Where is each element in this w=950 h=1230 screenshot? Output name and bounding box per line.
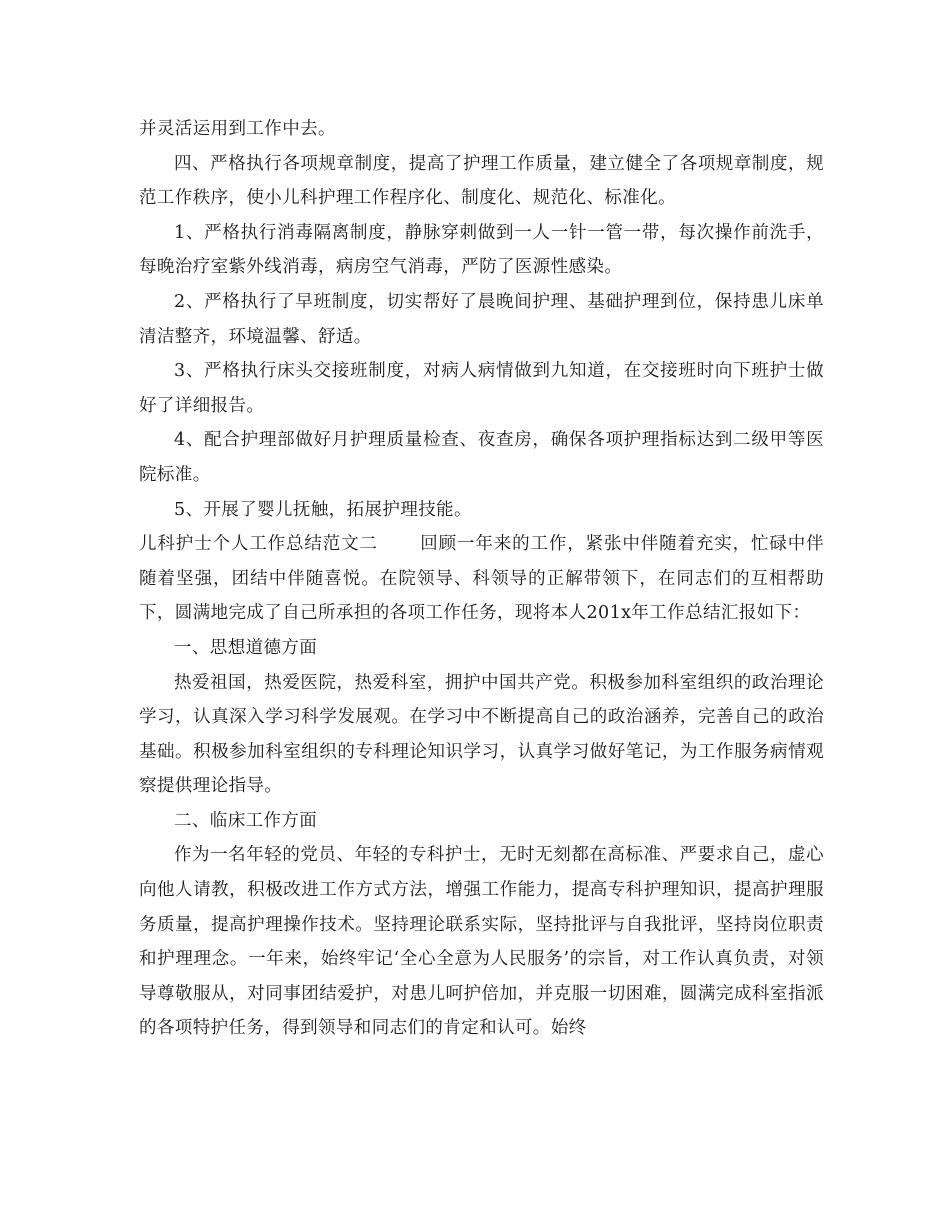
paragraph-item-1: 1、严格执行消毒隔离制度，静脉穿刺做到一人一针一管一带，每次操作前洗手，每晚治疗室紫外线消毒，病房空气消毒，严防了医源性感染。 xyxy=(139,222,824,278)
article-title: 儿科护士个人工作总结范文二 xyxy=(139,534,378,555)
article-intro-text: 回顾一年来的工作，紧张中伴随着充实，忙碌中伴随着坚强，团结中伴随喜悦。在院领导、科领导的正解带领下，在同志们的互相帮助下，圆满地完成了自己所承担的各项工作任务，现将本人201x年工作总结汇报如下： xyxy=(139,534,824,624)
paragraph-ideology-morality: 热爱祖国，热爱医院，热爱科室，拥护中国共产党。积极参加科室组织的政治理论学习，认真深入学习科学发展观。在学习中不断提高自己的政治涵养，完善自己的政治基础。积极参加科室组织的专科理论知识学习，认真学习做好笔记，为工作服务病情观察提供理论指导。 xyxy=(139,672,824,797)
heading-ideology-morality: 一、思想道德方面 xyxy=(174,637,318,658)
heading-clinical-work: 二、临床工作方面 xyxy=(174,810,318,831)
document-body xyxy=(139,112,824,1046)
paragraph-section-four: 四、严格执行各项规章制度，提高了护理工作质量，建立健全了各项规章制度，规范工作秩序，使小儿科护理工作程序化、制度化、规范化、标准化。 xyxy=(139,153,824,209)
paragraph-continuation: 并灵活运用到工作中去。 xyxy=(139,119,336,139)
paragraph-article-two-intro xyxy=(139,527,824,631)
paragraph-item-3: 3、严格执行床头交接班制度，对病人病情做到九知道，在交接班时向下班护士做好了详细报告。 xyxy=(139,361,824,416)
paragraph-clinical-work: 作为一名年轻的党员、年轻的专科护士，无时无刻都在高标准、严要求自己，虚心向他人请教，积极改进工作方式方法，增强工作能力，提高专科护理知识，提高护理服务质量，提高护理操作技术。坚持理论联系实际，坚持批评与自我批评，坚持岗位职责和护理理念。一年来，始终牢记‘全心全意为人民服务’的宗旨，对工作认真负责，对领导尊敬服从，对同事团结爱护，对患儿呵护倍加，并克服一切困难，圆满完成科室指派的各项特护任务，得到领导和同志们的肯定和认可。始终 xyxy=(139,845,824,1039)
paragraph-item-4: 4、配合护理部做好月护理质量检查、夜查房，确保各项护理指标达到二级甲等医院标准。 xyxy=(139,430,824,485)
paragraph-item-5: 5、开展了婴儿抚触，拓展护理技能。 xyxy=(174,499,472,520)
paragraph-item-2: 2、严格执行了早班制度，切实帮好了晨晚间护理、基础护理到位，保持患儿床单清洁整齐，环境温馨、舒适。 xyxy=(139,291,824,347)
